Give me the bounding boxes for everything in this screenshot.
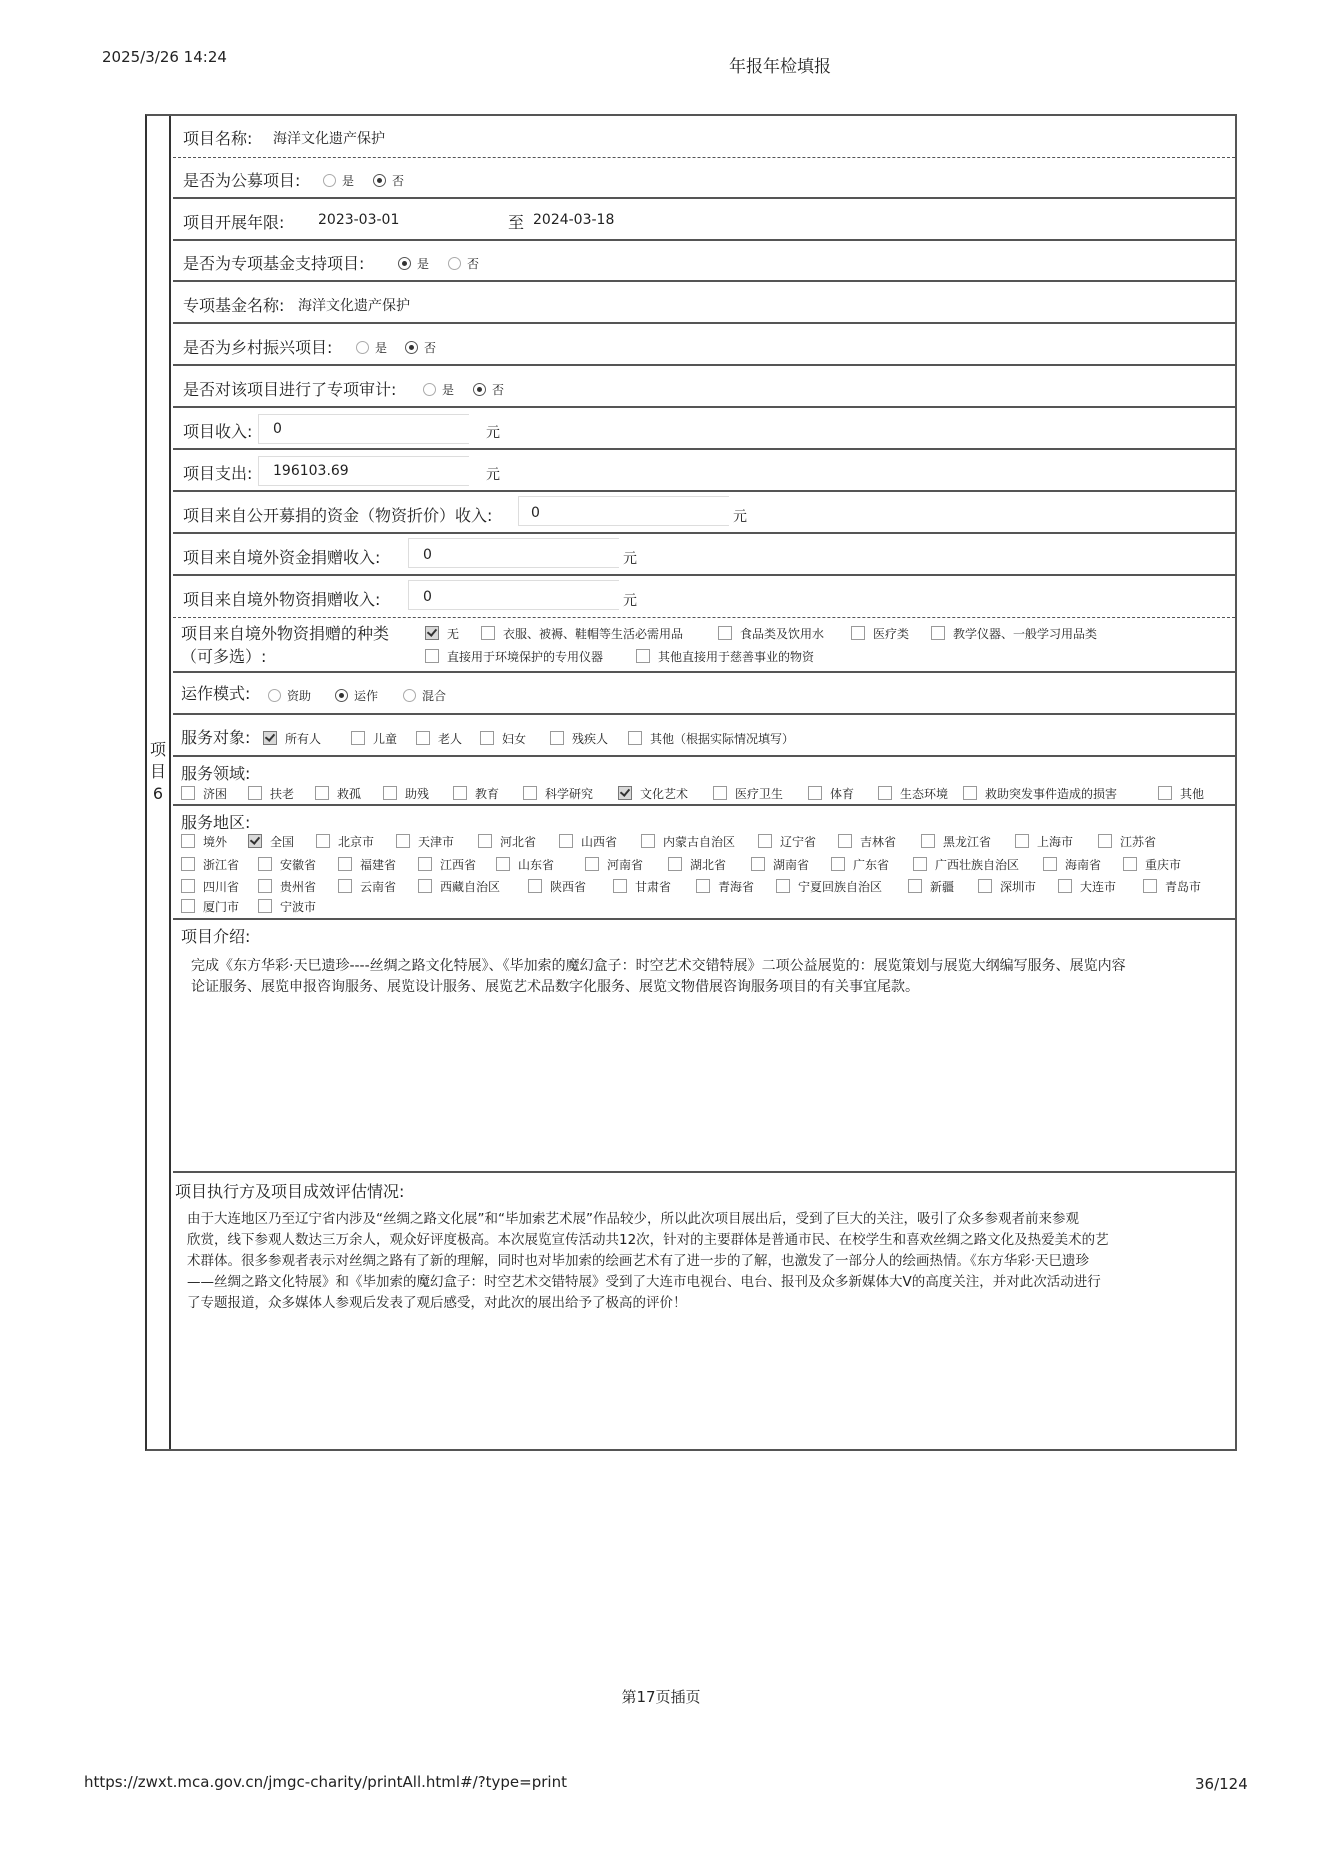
region-checkbox[interactable]: 山西省 [559, 833, 617, 850]
region-label: 服务地区: [181, 813, 251, 832]
row-project-name [173, 116, 1235, 158]
income-label: 项目收入: [183, 422, 253, 441]
region-checkbox[interactable]: 湖南省 [751, 856, 809, 873]
overseas-goods-unit: 元 [623, 593, 637, 609]
region-checkbox[interactable]: 辽宁省 [758, 833, 816, 850]
region-checkbox[interactable]: 青岛市 [1143, 878, 1201, 895]
row-overseas-fund [173, 534, 1235, 576]
region-checkbox[interactable]: 甘肃省 [613, 878, 671, 895]
target-all[interactable]: 所有人 [263, 730, 321, 747]
page-insert-label: 第17页插页 [621, 1688, 701, 1706]
region-checkbox[interactable]: 广东省 [831, 856, 889, 873]
region-checkbox[interactable]: 北京市 [316, 833, 374, 850]
region-checkbox[interactable]: 云南省 [338, 878, 396, 895]
domain-emergency[interactable]: 救助突发事件造成的损害 [963, 785, 1117, 802]
fund-value: 海洋文化遗产保护 [298, 298, 410, 314]
region-checkbox[interactable]: 黑龙江省 [921, 833, 991, 850]
side-column [147, 116, 171, 1449]
expense-unit: 元 [486, 467, 500, 483]
region-checkbox[interactable]: 陕西省 [528, 878, 586, 895]
goods-kind-food[interactable]: 食品类及饮用水 [718, 625, 824, 642]
special-label: 是否为专项基金支持项目: [183, 254, 365, 273]
region-checkbox[interactable]: 四川省 [181, 878, 239, 895]
domain-culture-art[interactable]: 文化艺术 [618, 785, 688, 802]
domain-poverty[interactable]: 济困 [181, 785, 227, 802]
domain-science[interactable]: 科学研究 [523, 785, 593, 802]
region-checkbox[interactable]: 广西壮族自治区 [913, 856, 1019, 873]
income-value: 0 [273, 421, 282, 437]
row-target [173, 715, 1235, 757]
region-checkbox[interactable]: 全国 [248, 833, 294, 850]
overseas-fund-value: 0 [423, 547, 432, 563]
domain-orphans[interactable]: 救孤 [315, 785, 361, 802]
region-checkbox[interactable]: 宁夏回族自治区 [776, 878, 882, 895]
side-label: 项 目 6 [149, 740, 166, 803]
special-no-radio[interactable]: 否 [448, 255, 479, 272]
domain-medical[interactable]: 医疗卫生 [713, 785, 783, 802]
domain-education[interactable]: 教育 [453, 785, 499, 802]
region-checkbox[interactable]: 境外 [181, 833, 227, 850]
period-label: 项目开展年限: [183, 213, 285, 232]
row-op-mode [173, 673, 1235, 715]
audit-no-radio[interactable]: 否 [473, 381, 504, 398]
period-to: 至 [508, 213, 525, 232]
print-datetime: 2025/3/26 14:24 [102, 48, 227, 66]
domain-disabled[interactable]: 助残 [383, 785, 429, 802]
row-evaluation [173, 1173, 1235, 1449]
region-checkbox[interactable]: 湖北省 [668, 856, 726, 873]
target-disabled[interactable]: 残疾人 [550, 730, 608, 747]
public-no-radio[interactable]: 否 [373, 172, 404, 189]
name-label: 项目名称: [183, 129, 253, 148]
public-fund-value: 0 [531, 505, 540, 521]
goods-kind-label: 项目来自境外物资捐赠的种类 [181, 624, 390, 643]
target-children[interactable]: 儿童 [351, 730, 397, 747]
eval-label: 项目执行方及项目成效评估情况: [175, 1182, 405, 1201]
row-special-fund [173, 241, 1235, 282]
goods-kind-teaching[interactable]: 教学仪器、一般学习用品类 [931, 625, 1097, 642]
intro-label: 项目介绍: [181, 927, 251, 946]
region-checkbox[interactable]: 新疆 [908, 878, 954, 895]
period-start: 2023-03-01 [318, 212, 400, 228]
target-label: 服务对象: [181, 728, 251, 747]
row-overseas-goods [173, 576, 1235, 618]
region-checkbox[interactable]: 山东省 [496, 856, 554, 873]
row-goods-kinds [173, 618, 1235, 673]
page-count: 36/124 [1195, 1775, 1248, 1793]
public-fund-unit: 元 [733, 509, 747, 525]
domain-label: 服务领域: [181, 764, 251, 783]
row-region [173, 806, 1235, 920]
domain-sports[interactable]: 体育 [808, 785, 854, 802]
row-rural [173, 324, 1235, 366]
rural-label: 是否为乡村振兴项目: [183, 338, 333, 357]
op-label: 运作模式: [181, 684, 251, 703]
region-checkbox[interactable]: 吉林省 [838, 833, 896, 850]
domain-elderly[interactable]: 扶老 [248, 785, 294, 802]
goods-kind-other[interactable]: 其他直接用于慈善事业的物资 [636, 648, 814, 665]
row-income [173, 408, 1235, 450]
region-checkbox[interactable]: 上海市 [1015, 833, 1073, 850]
expense-label: 项目支出: [183, 464, 253, 483]
rural-yes-radio[interactable]: 是 [356, 339, 387, 356]
region-checkbox[interactable]: 内蒙古自治区 [641, 833, 735, 850]
overseas-fund-label: 项目来自境外资金捐赠收入: [183, 548, 381, 567]
goods-kind-none[interactable]: 无 [425, 625, 459, 642]
public-yes-radio[interactable]: 是 [323, 172, 354, 189]
audit-label: 是否对该项目进行了专项审计: [183, 380, 397, 399]
domain-other[interactable]: 其他 [1158, 785, 1204, 802]
region-checkbox[interactable]: 海南省 [1043, 856, 1101, 873]
income-unit: 元 [486, 425, 500, 441]
overseas-goods-value: 0 [423, 589, 432, 605]
project-form [145, 114, 1237, 1451]
region-checkbox[interactable]: 青海省 [696, 878, 754, 895]
intro-text: 完成《东方华彩·天巳遗珍----丝绸之路文化特展》、《毕加索的魔幻盒子：时空艺术交错特展》二项公益展览的：展览策划与展览大纲编写服务、展览内容 论证服务、展览申报咨询服务、展览设计服务、展览艺术品数字化服务、展览文物借展咨询服务项目的有关事宜尾款。 [191, 958, 1126, 995]
eval-text: 由于大连地区乃至辽宁省内涉及“丝绸之路文化展”和“毕加索艺术展”作品较少，所以此次项目展出后，受到了巨大的关注，吸引了众多参观者前来参观 欣赏，线下参观人数达三万余人，观众好评度极高。本次展览宣传活动共12次，针对的主要群体是普通市民、在校学生和喜欢丝绸之路文化及热爱美术的艺 术群体。很多参观者表示对丝绸之路有了新的理解，同时也对毕加索的绘画艺术有了进一步的了解，也激发了一部分人的绘画热情。《东方华彩·天巳遗珍 ——丝绸之路文化特展》和《毕加索的魔幻盒子：时空艺术交错特展》受到了大连市电视台、电台、报刊及众多新媒体大V的高度关注，并对此次活动进行 了专题报道，众多媒体人参观后发表了观后感受，对此次的展出给予了极高的评价！ [187, 1211, 1109, 1311]
region-checkbox[interactable]: 福建省 [338, 856, 396, 873]
row-period [173, 199, 1235, 241]
row-intro [173, 920, 1235, 1173]
page-title: 年报年检填报 [729, 57, 831, 77]
op-fund-radio[interactable]: 资助 [268, 687, 311, 704]
public-label: 是否为公募项目: [183, 171, 301, 190]
row-expense [173, 450, 1235, 492]
overseas-goods-input[interactable] [408, 580, 619, 610]
op-mixed-radio[interactable]: 混合 [403, 687, 446, 704]
row-domain [173, 757, 1235, 806]
domain-ecology[interactable]: 生态环境 [878, 785, 948, 802]
region-checkbox[interactable]: 天津市 [396, 833, 454, 850]
target-elderly[interactable]: 老人 [416, 730, 462, 747]
goods-kind-environment[interactable]: 直接用于环境保护的专用仪器 [425, 648, 603, 665]
public-fund-label: 项目来自公开募捐的资金（物资折价）收入: [183, 506, 493, 525]
region-checkbox[interactable]: 安徽省 [258, 856, 316, 873]
region-checkbox[interactable]: 江西省 [418, 856, 476, 873]
expense-value: 196103.69 [273, 463, 349, 479]
region-checkbox[interactable]: 宁波市 [258, 898, 316, 915]
row-audit [173, 366, 1235, 408]
rural-no-radio[interactable]: 否 [405, 339, 436, 356]
print-url: https://zwxt.mca.gov.cn/jmgc-charity/printAll.html#/?type=print [84, 1773, 567, 1791]
region-checkbox[interactable]: 江苏省 [1098, 833, 1156, 850]
fund-label: 专项基金名称: [183, 296, 285, 315]
period-end: 2024-03-18 [533, 212, 615, 228]
goods-kind-medical[interactable]: 医疗类 [851, 625, 909, 642]
region-checkbox[interactable]: 大连市 [1058, 878, 1116, 895]
target-other[interactable]: 其他（根据实际情况填写） [628, 730, 794, 747]
region-checkbox[interactable]: 重庆市 [1123, 856, 1181, 873]
row-public-fund [173, 492, 1235, 534]
region-checkbox[interactable]: 浙江省 [181, 856, 239, 873]
region-checkbox[interactable]: 贵州省 [258, 878, 316, 895]
region-checkbox[interactable]: 深圳市 [978, 878, 1036, 895]
row-public [173, 158, 1235, 199]
name-value: 海洋文化遗产保护 [273, 131, 385, 147]
goods-kind-label-2: （可多选）: [181, 647, 267, 666]
region-checkbox[interactable]: 西藏自治区 [418, 878, 500, 895]
public-fund-input[interactable] [518, 496, 729, 526]
region-checkbox[interactable]: 河北省 [478, 833, 536, 850]
target-women[interactable]: 妇女 [480, 730, 526, 747]
special-yes-radio[interactable]: 是 [398, 255, 429, 272]
region-checkbox[interactable]: 河南省 [585, 856, 643, 873]
overseas-fund-unit: 元 [623, 551, 637, 567]
op-run-radio[interactable]: 运作 [335, 687, 378, 704]
income-input[interactable] [258, 414, 469, 444]
region-checkbox[interactable]: 厦门市 [181, 898, 239, 915]
row-fund-name [173, 282, 1235, 324]
audit-yes-radio[interactable]: 是 [423, 381, 454, 398]
overseas-goods-label: 项目来自境外物资捐赠收入: [183, 590, 381, 609]
goods-kind-daily[interactable]: 衣服、被褥、鞋帽等生活必需用品 [481, 625, 683, 642]
overseas-fund-input[interactable] [408, 538, 619, 568]
